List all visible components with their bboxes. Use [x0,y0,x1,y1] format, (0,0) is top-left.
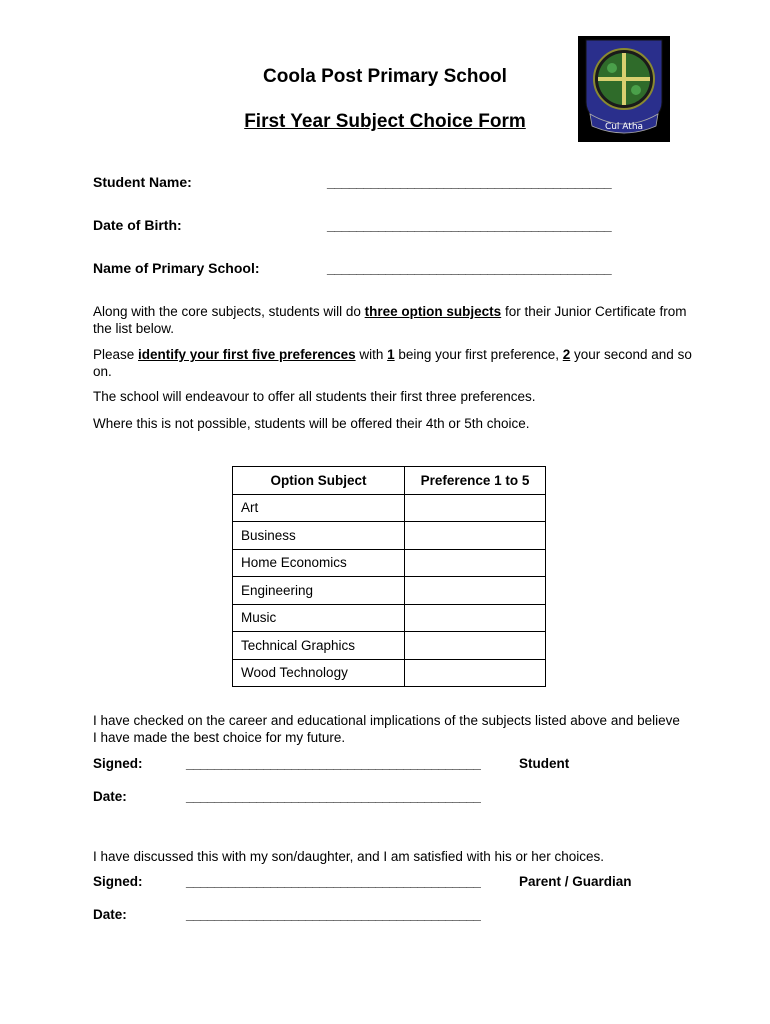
intro-paragraph-1 [93,303,693,337]
preference-input-cell[interactable] [405,659,546,687]
intro-paragraph-3: The school will endeavour to offer all students their first three preferences. [93,389,536,404]
subject-cell: Business [233,522,405,550]
primary-school-field[interactable]: _______________________________________ [327,260,612,276]
table-row [233,632,546,660]
intro-text: your second and so on. [93,347,692,379]
parent-signature-field[interactable]: __________________________________________ [186,874,481,889]
intro-emphasis: three option subjects [364,304,502,319]
parent-statement: I have discussed this with my son/daughter, and I am satisfied with his or her choices. [93,849,605,864]
intro-text: Along with the core subjects, students will do [93,304,365,319]
student-signed-label: Signed: [93,756,143,771]
table-row [233,494,546,522]
table-row [233,659,546,687]
preference-input-cell[interactable] [405,632,546,660]
subject-cell: Music [233,604,405,632]
student-statement: I have checked on the career and educational implications of the subjects listed above and believe I have made the best choice for my future. [93,713,680,745]
table-row [233,577,546,605]
crest-motto: Cul Atha [604,122,644,132]
student-date-label: Date: [93,789,127,804]
subject-cell: Engineering [233,577,405,605]
intro-emphasis: 1 [387,347,395,362]
table-row [233,604,546,632]
student-role-label: Student [519,756,570,771]
parent-date-field[interactable]: __________________________________________ [186,907,481,922]
preference-input-cell[interactable] [405,494,546,522]
parent-signed-label: Signed: [93,874,143,889]
column-header-option-subject: Option Subject [233,467,405,495]
column-header-preference: Preference 1 to 5 [405,467,546,495]
school-crest-logo [578,36,670,142]
option-subjects-table [232,466,546,687]
intro-text: being your first preference, [394,347,563,362]
student-signature-field[interactable]: __________________________________________ [186,756,481,771]
intro-emphasis: 2 [562,347,571,362]
subject-cell: Wood Technology [233,659,405,687]
subject-cell: Technical Graphics [233,632,405,660]
crest-shield-icon [578,36,670,142]
preference-input-cell[interactable] [405,549,546,577]
subject-cell: Home Economics [233,549,405,577]
date-of-birth-field[interactable]: _______________________________________ [327,217,612,233]
intro-paragraph-4: Where this is not possible, students will be offered their 4th or 5th choice. [93,416,530,431]
student-date-field[interactable]: __________________________________________ [186,789,481,804]
school-name: Coola Post Primary School [263,66,507,87]
preference-input-cell[interactable] [405,604,546,632]
form-title: First Year Subject Choice Form [244,111,526,132]
table-row [233,549,546,577]
primary-school-label: Name of Primary School: [93,260,260,276]
preference-input-cell[interactable] [405,577,546,605]
parent-date-label: Date: [93,907,127,922]
intro-paragraph-2 [93,346,693,380]
intro-text: Please [93,347,139,362]
preference-input-cell[interactable] [405,522,546,550]
intro-emphasis: identify your first five preferences [138,347,356,362]
subject-cell: Art [233,494,405,522]
student-name-field[interactable]: _______________________________________ [327,174,612,190]
date-of-birth-label: Date of Birth: [93,217,182,233]
parent-role-label: Parent / Guardian [519,874,632,889]
table-row [233,522,546,550]
student-name-label: Student Name: [93,174,192,190]
intro-text: with [355,347,388,362]
table-header-row [233,467,546,495]
intro-text: for their Junior Certificate from the list below. [93,304,687,336]
